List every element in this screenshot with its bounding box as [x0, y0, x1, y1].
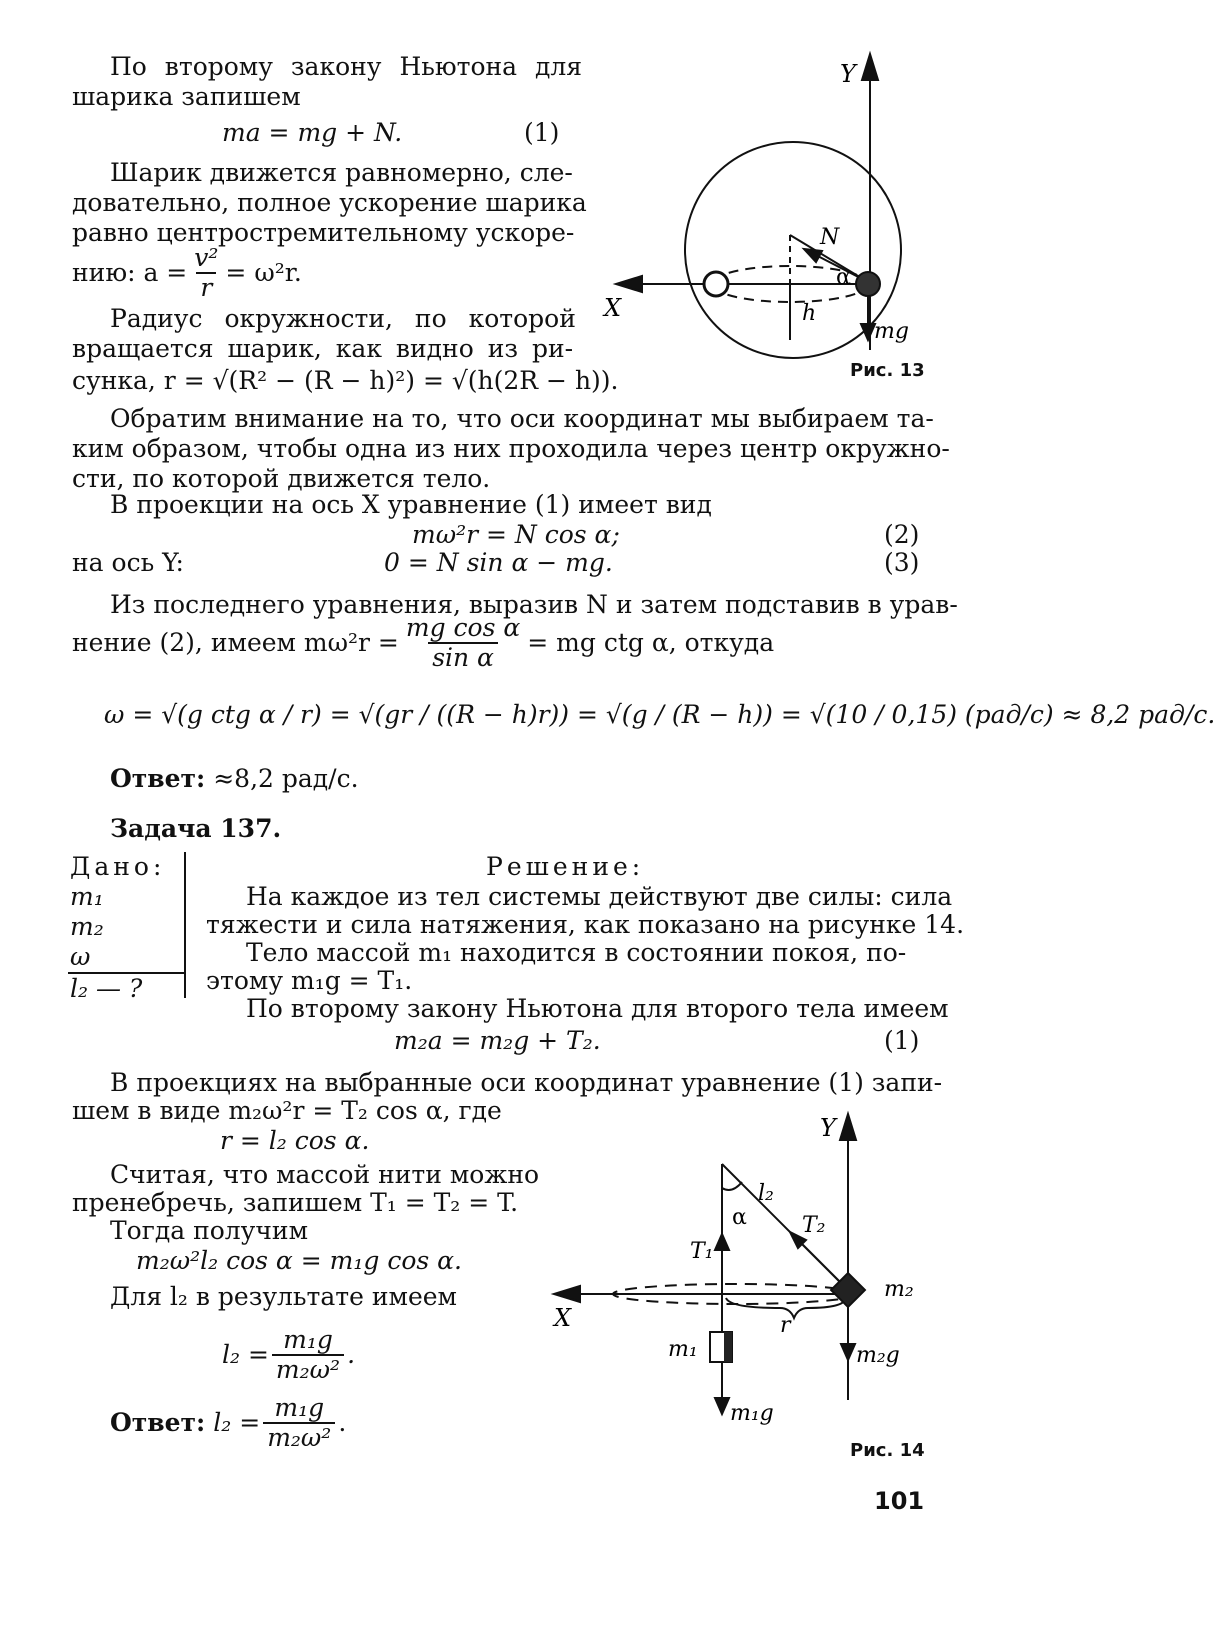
p1-line1: По второму закону Ньютона для	[110, 52, 583, 81]
equation-1-number: (1)	[524, 118, 560, 147]
given-item-m2: m₂	[70, 912, 104, 941]
p6-fraction-num: mg cos α	[405, 613, 521, 642]
s6-fraction-num: m₁g	[283, 1325, 333, 1354]
fig14-t1-arrowhead	[715, 1234, 729, 1250]
p2-line1: Шарик движется равномерно, сле-	[110, 158, 573, 187]
s6-fraction	[272, 1326, 344, 1384]
s6-lhs: l₂ =	[222, 1340, 269, 1369]
p3-line1: Радиус окружности, по которой	[110, 304, 576, 333]
p2-line4-suffix: = ω²r.	[225, 258, 302, 287]
fig13-caption: Рис. 13	[850, 360, 925, 381]
fig14-label-r: r	[780, 1313, 791, 1338]
p6-line2	[72, 614, 774, 672]
s2-line1: Тело массой m₁ находится в состоянии покоя, по-	[246, 938, 907, 967]
s4-line1: В проекциях на выбранные оси координат уравнение (1) запи-	[110, 1068, 943, 1097]
answer-1-label: Ответ:	[110, 764, 206, 793]
answer-2-fraction	[263, 1394, 335, 1452]
given-find: l₂ — ?	[70, 974, 143, 1003]
equation-3-label: на ось Y:	[72, 548, 184, 577]
p4-line3: сти, по которой движется тело.	[72, 464, 491, 493]
fig13-label-y: Y	[840, 60, 856, 88]
answer-1-value: ≈8,2 рад/с.	[213, 764, 359, 793]
p2-line3: равно центростремительному ускоре-	[72, 218, 575, 247]
fig14-label-alpha: α	[732, 1205, 747, 1230]
p3-line2: вращается шарик, как видно из ри-	[72, 334, 574, 363]
fig13-label-mg: mg	[874, 319, 909, 344]
answer-2-label: Ответ:	[110, 1408, 206, 1437]
answer-1	[110, 764, 359, 794]
fig14-label-m1: m₁	[668, 1337, 698, 1362]
p5-line1: В проекции на ось X уравнение (1) имеет вид	[110, 490, 712, 519]
fig14-label-t1: T₁	[690, 1239, 714, 1264]
fig14-label-x: X	[554, 1304, 572, 1332]
answer-2-fraction-num: m₁g	[274, 1393, 325, 1422]
s3-line1: По второму закону Ньютона для второго тела имеем	[246, 994, 949, 1023]
p4-line2: ким образом, чтобы одна из них проходила через центр окружно-	[72, 434, 950, 463]
given-box	[68, 852, 186, 1003]
answer-2: Ответ: l₂ = $\frac{\text{m₁g}}{\text{m₂ω²}}$ .	[110, 1393, 347, 1452]
given-item-m1: m₁	[70, 882, 104, 911]
fig13-label-n: N	[820, 225, 840, 250]
solution-title: Решение:	[486, 852, 645, 881]
s3-equation-number: (1)	[884, 1026, 920, 1055]
omega-equation: ω = √(g ctg α / r) = √(gr / ((R − h)r)) = √(g / (R − h)) = √(10 / 0,15) (рад/с) ≈ 8,2 рад/с.	[104, 700, 1215, 729]
p2-line4	[72, 244, 302, 302]
answer-2-lhs: l₂ =	[213, 1408, 261, 1437]
s4-line2: шем в виде m₂ω²r = T₂ cos α, где	[72, 1096, 502, 1125]
p2-fraction-num: v²	[194, 243, 219, 272]
answer-2-fraction-den: m₂ω²	[263, 1422, 335, 1452]
fig14-label-l2: l₂	[758, 1181, 774, 1206]
given-title: Дано:	[70, 852, 166, 881]
p2-line2: довательно, полное ускорение шарика	[72, 188, 587, 217]
p2-fraction	[190, 244, 222, 302]
s1-line1: На каждое из тел системы действуют две силы: сила	[246, 882, 953, 911]
s5-equation: m₂ω²l₂ cos α = m₁g cos α.	[136, 1246, 462, 1275]
p6-line2-suffix: = mg ctg α, откуда	[527, 628, 775, 657]
equation-3: 0 = N sin α − mg.	[384, 548, 613, 577]
fig13-ball-right	[856, 272, 880, 296]
p2-line4-prefix: нию: a =	[72, 258, 188, 287]
p6-line1: Из последнего уравнения, выразив N и затем подставив в урав-	[110, 590, 958, 619]
p6-fraction	[402, 614, 524, 672]
fig14-caption: Рис. 14	[850, 1440, 925, 1461]
page-number: 101	[874, 1487, 925, 1515]
p1-line2: шарика запишем	[72, 82, 301, 111]
p4-line1: Обратим внимание на то, что оси координат мы выбираем та-	[110, 404, 934, 433]
fig14-label-m1g: m₁g	[730, 1401, 774, 1426]
s1-line2: тяжести и сила натяжения, как показано на рисунке 14.	[206, 910, 965, 939]
equation-2-number: (2)	[884, 520, 920, 549]
p3-line3: сунка, r = √(R² − (R − h)²) = √(h(2R − h)).	[72, 366, 619, 395]
p6-line2-prefix: нение (2), имеем mω²r =	[72, 628, 399, 657]
s6-result: l₂ = $\frac{\text{m₁g}}{\text{m₂ω²}}$ .	[222, 1325, 356, 1384]
fig13-label-x: X	[604, 294, 622, 322]
equation-2: mω²r = N cos α;	[412, 520, 620, 549]
figure-13	[590, 40, 950, 390]
fig13-label-alpha: α	[836, 265, 851, 290]
fig13-label-h: h	[802, 301, 817, 326]
s5-line1: Считая, что массой нити можно	[110, 1160, 540, 1189]
fig14-label-y: Y	[820, 1114, 836, 1142]
s3-equation: m₂a = m₂g + T₂.	[394, 1026, 601, 1055]
p6-fraction-den: sin α	[428, 642, 498, 672]
s4-line3: r = l₂ cos α.	[220, 1126, 370, 1155]
p2-fraction-den: r	[196, 272, 216, 302]
s2-line2: этому m₁g = T₁.	[206, 966, 413, 995]
fig13-ball-left	[704, 272, 728, 296]
figure-14	[540, 1100, 940, 1440]
fig14-label-m2g: m₂g	[856, 1343, 900, 1368]
fig14-label-m2: m₂	[884, 1277, 914, 1302]
equation-3-number: (3)	[884, 548, 920, 577]
fig14-label-t2: T₂	[802, 1213, 826, 1238]
task-title: Задача 137.	[110, 814, 282, 843]
equation-1: ma = mg + N.	[222, 118, 403, 147]
s5-line2: пренебречь, запишем T₁ = T₂ = T.	[72, 1188, 519, 1217]
s5-line3: Тогда получим	[110, 1216, 309, 1245]
given-item-omega: ω	[70, 942, 91, 971]
s6-fraction-den: m₂ω²	[272, 1354, 344, 1384]
s6-line1: Для l₂ в результате имеем	[110, 1282, 457, 1311]
